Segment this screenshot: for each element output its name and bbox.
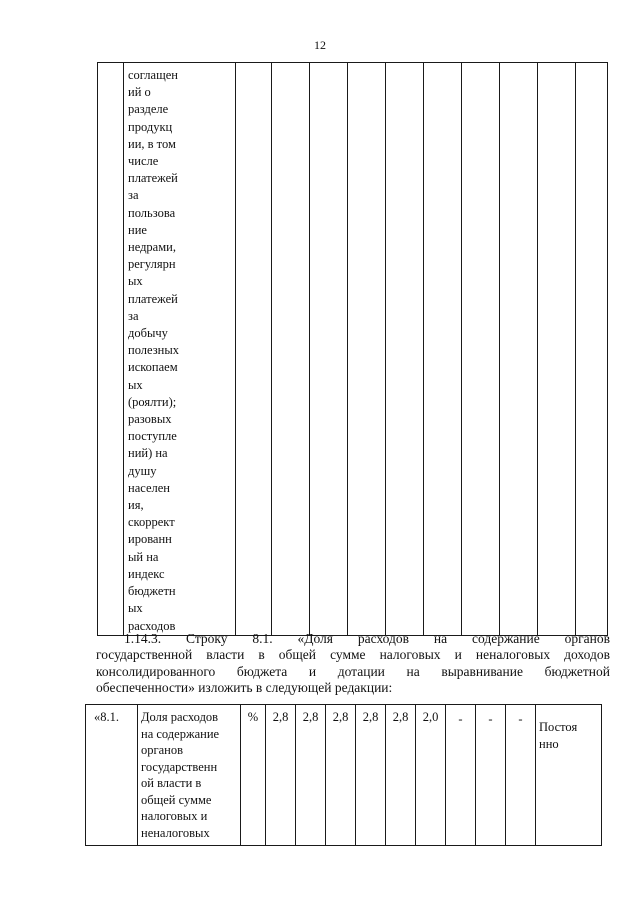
paragraph-line: обеспеченности» изложить в следующей редакции: — [96, 680, 393, 696]
indicator-name-text — [141, 709, 238, 841]
text-line: ой власти в — [141, 776, 202, 790]
indicator-row-8-1-table — [85, 704, 602, 846]
value-cell: 2,8 — [326, 705, 356, 846]
value-cell — [500, 63, 538, 636]
value-cell — [462, 63, 500, 636]
indicator-name-cell — [124, 63, 236, 636]
indicator-name-cell — [138, 705, 241, 846]
amendment-paragraph — [96, 631, 610, 697]
text-line: недрами, — [128, 240, 176, 255]
text-line: на содержание — [141, 726, 220, 741]
text-line: разовых — [128, 412, 172, 427]
value-cell — [236, 63, 272, 636]
text-line: добычу — [128, 326, 168, 341]
text-line: продукц — [128, 119, 173, 134]
value-cell: - — [476, 705, 506, 846]
text-line: пользова — [128, 205, 176, 220]
text-line: разделе — [128, 102, 169, 117]
value-cell — [576, 63, 608, 636]
value-cell: 2,8 — [386, 705, 416, 846]
text-line: (роялти); — [128, 394, 177, 409]
text-line: Доля расходов — [141, 710, 219, 724]
text-line: ых — [128, 377, 143, 392]
text-line: ия, — [128, 498, 144, 513]
value-cell — [538, 63, 576, 636]
text-line: ний) на — [128, 446, 168, 461]
text-line: за — [128, 188, 139, 203]
page-number: 12 — [314, 38, 326, 52]
text-line: нно — [539, 736, 559, 751]
row-number-cell: «8.1. — [86, 705, 138, 846]
value-cell: 2,8 — [356, 705, 386, 846]
paragraph-line: государственной власти в общей сумме налоговых и неналоговых доходов — [96, 647, 610, 663]
paragraph-line: консолидированного бюджета и дотации на выравнивание бюджетной — [96, 663, 610, 679]
row-number-cell — [98, 63, 124, 636]
text-line: платежей — [128, 291, 178, 306]
text-line: платежей — [128, 171, 178, 186]
text-line: расходов — [128, 618, 176, 633]
text-line: ый на — [128, 549, 159, 564]
text-line: общей сумме — [141, 792, 212, 807]
value-cell — [348, 63, 386, 636]
text-line: бюджетн — [128, 584, 176, 599]
value-cell: - — [506, 705, 536, 846]
value-cell — [386, 63, 424, 636]
text-line: ий о — [128, 85, 151, 100]
text-line: поступле — [128, 429, 177, 444]
status-cell — [536, 705, 602, 846]
text-line: ых — [128, 601, 143, 616]
text-line: ых — [128, 274, 143, 289]
text-line: ние — [128, 222, 147, 237]
value-cell — [424, 63, 462, 636]
status-text — [539, 719, 599, 752]
text-line: соглащен — [128, 68, 178, 82]
text-line: скоррект — [128, 515, 175, 530]
text-line: за — [128, 308, 139, 323]
text-line: числе — [128, 154, 159, 169]
indicator-name-text — [128, 67, 233, 635]
unit-cell: % — [241, 705, 266, 846]
paragraph-line: 1.14.3. Строку 8.1. «Доля расходов на содержание органов — [124, 631, 610, 646]
text-line: Постоя — [539, 720, 578, 734]
value-cell — [310, 63, 348, 636]
text-line: населен — [128, 480, 170, 495]
text-line: регулярн — [128, 257, 176, 272]
text-line: полезных — [128, 343, 179, 358]
text-line: государственн — [141, 759, 218, 774]
text-line: ированн — [128, 532, 172, 547]
value-cell — [272, 63, 310, 636]
text-line: индекс — [128, 566, 165, 581]
value-cell: - — [446, 705, 476, 846]
value-cell: 2,0 — [416, 705, 446, 846]
value-cell: 2,8 — [296, 705, 326, 846]
text-line: неналоговых — [141, 825, 210, 840]
text-line: органов — [141, 743, 184, 757]
indicator-table-continued — [97, 62, 608, 636]
text-line: душу — [128, 463, 157, 478]
text-line: налоговых и — [141, 809, 208, 823]
text-line: ископаем — [128, 360, 178, 375]
text-line: ии, в том — [128, 136, 176, 151]
value-cell: 2,8 — [266, 705, 296, 846]
